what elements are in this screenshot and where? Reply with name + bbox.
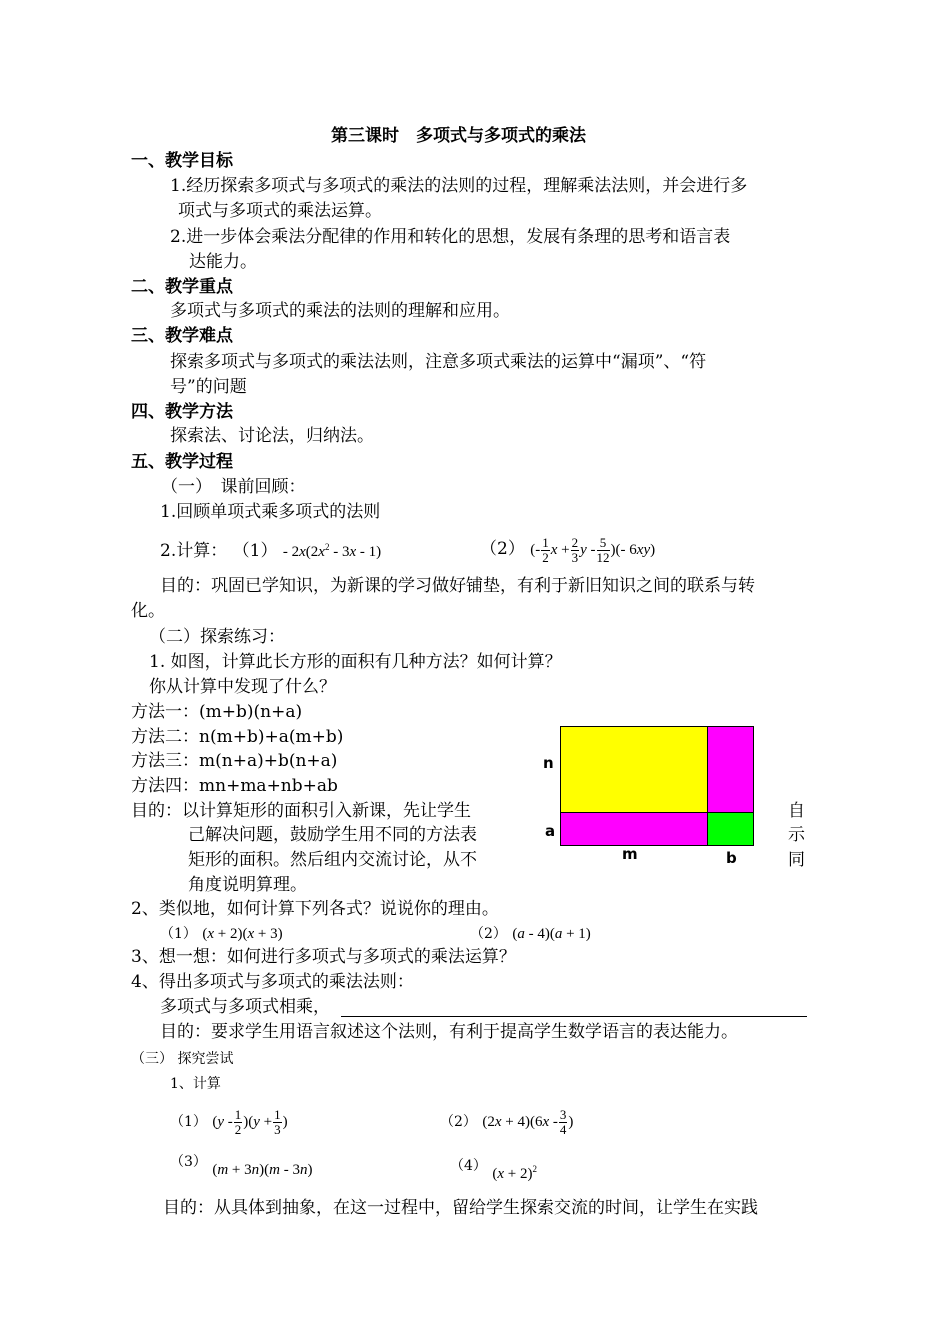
calc-q2-expression: (- $\frac{1}{2}$ x + $\frac{2}{3}$ y - $\frac{5}{12}$ )(- 6xy) [530,535,656,565]
method-4: 方法四：mn+ma+nb+ab [131,776,338,796]
exercise-1 [170,1108,288,1137]
exercise-4-label: （4） [450,1158,487,1174]
part2-q1-line1: 1. 如图，计算此长方形的面积有几种方法？如何计算？ [149,652,562,672]
region-nb [707,726,754,814]
part1-goal-line1: 目的：巩固已学知识，为新课的学习做好铺垫，有利于新旧知识之间的联系与转 [160,576,755,596]
methods-text: 探索法、讨论法，归纳法。 [170,426,374,446]
part2-goal-line4: 角度说明算理。 [188,875,307,895]
part1-goal-line2: 化。 [131,601,165,621]
region-mn [560,726,709,814]
clipped-char-2: 示 [788,825,805,845]
q2-1-label: （1） [160,926,197,942]
method-2: 方法二：n(m+b)+a(m+b) [131,727,344,747]
heading-key-points: 二、教学重点 [131,277,233,297]
q2-1-expression: (x + 2)(x + 3) [202,926,283,942]
label-n: n [543,754,554,772]
part2-goal-line2: 己解决问题，鼓励学生用不同的方法表 [188,825,477,845]
q2-2-label: （2） [470,926,507,942]
method-1: 方法一：(m+b)(n+a) [131,702,303,722]
exercise-2 [440,1108,573,1137]
fill-in-blank-line [341,1016,807,1017]
exercise-3 [170,1150,313,1178]
exercise-4 [450,1150,537,1182]
objective-2-line1: 2.进一步体会乘法分配律的作用和转化的思想，发展有条理的思考和语言表 [170,227,731,247]
calc-q2 [480,536,655,565]
difficulties-line1: 探索多项式与多项式的乘法法则，注意多项式乘法的运算中“漏项”、“符 [170,352,707,372]
heading-difficulties: 三、教学难点 [131,326,233,346]
part2-q2-1 [160,922,283,945]
clipped-char-3: 同 [788,850,805,870]
objective-1-line1: 1.经历探索多项式与多项式的乘法的法则的过程，理解乘法法则，并会进行多 [170,176,748,196]
calc-q1-label: （1） [232,541,278,561]
part2-goal-line1: 目的：以计算矩形的面积引入新课，先让学生 [131,801,471,821]
calc-q2-label: （2） [480,538,525,559]
clipped-char-1: 自 [788,801,805,821]
part1-title: （一） 课前回顾： [161,477,306,497]
key-points-text: 多项式与多项式的乘法的法则的理解和应用。 [170,301,510,321]
objective-2-line2: 达能力。 [189,252,257,272]
objective-1-line2: 项式与多项式的乘法运算。 [178,201,382,221]
part1-review: 1.回顾单项式乘多项式的法则 [160,502,381,522]
method-3: 方法三：m(n+a)+b(n+a) [131,751,338,771]
part2-q1-line2: 你从计算中发现了什么？ [149,677,336,697]
calc-q1-expression: - $2x(2x^2 - 3x - 1)$ [282,542,382,560]
label-b: b [726,849,737,867]
part2-q4: 4、得出多项式与多项式的乘法法则： [131,972,414,992]
part2-title: （二）探索练习： [149,627,285,647]
exercise-2-label: （2） [440,1113,477,1130]
heading-methods: 四、教学方法 [131,402,233,422]
label-m: m [622,845,638,863]
label-a: a [545,822,556,840]
part1-calc-row [160,536,381,563]
rule-label: 多项式与多项式相乘， [160,997,330,1017]
part3-goal: 目的：从具体到抽象，在这一过程中，留给学生探索交流的时间，让学生在实践 [163,1198,758,1218]
page-title: 第三课时 多项式与多项式的乘法 [331,126,586,146]
exercise-4-expression: $(x + 2)^2$ [492,1164,537,1182]
part3-title: （三） 探究尝试 [131,1051,234,1067]
part2-q2-2 [470,922,591,945]
part2-q3: 3、想一想：如何进行多项式与多项式的乘法运算？ [131,947,516,967]
part2-goal: 目的：要求学生用语言叙述这个法则，有利于提高学生数学语言的表达能力。 [160,1022,738,1042]
exercise-1-expression: (y - $\frac{1}{2}$ )(y + $\frac{1}{3}$ ) [212,1107,288,1137]
exercise-1-label: （1） [170,1113,207,1130]
region-ab [707,812,754,846]
exercise-2-expression: (2x + 4)(6x - $\frac{3}{4}$ ) [482,1107,574,1137]
heading-process: 五、教学过程 [131,452,233,472]
calc-label: 2.计算： [160,541,228,561]
q2-2-expression: (a - 4)(a + 1) [512,926,591,942]
part2-goal-line3: 矩形的面积。然后组内交流讨论，从不 [188,850,477,870]
part2-q2: 2、类似地，如何计算下列各式？说说你的理由。 [131,899,499,919]
exercise-3-expression: (m + 3n)(m - 3n) [212,1162,313,1178]
heading-objectives: 一、教学目标 [131,151,233,171]
difficulties-line2: 号”的问题 [170,377,247,397]
exercise-3-label: （3） [170,1154,207,1170]
region-ma [560,812,709,846]
part3-sub: 1、计算 [170,1076,221,1092]
